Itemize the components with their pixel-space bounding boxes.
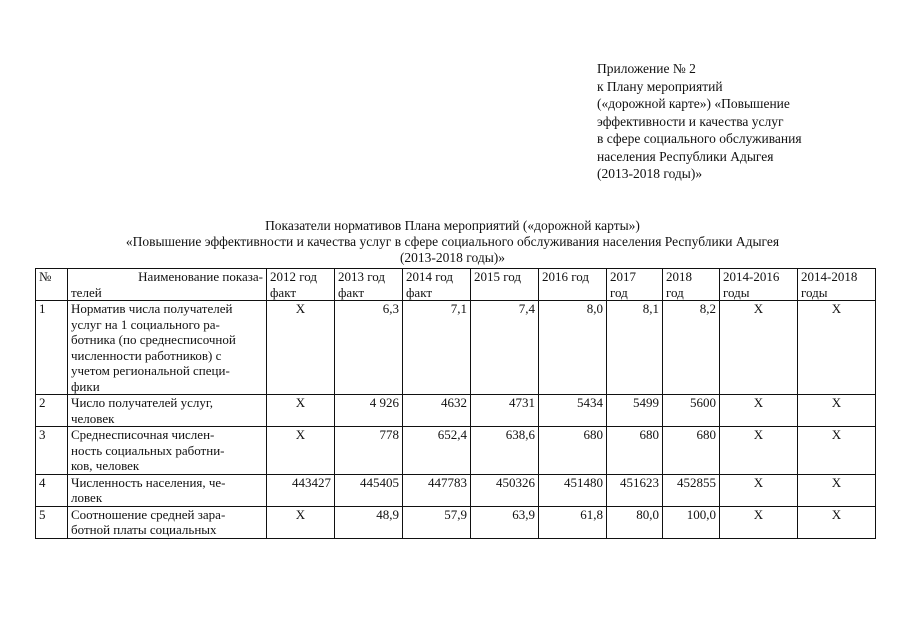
header-2012: 2012 год факт <box>267 269 335 301</box>
value-2014-2018: X <box>798 427 876 475</box>
value-2013: 4 926 <box>335 395 403 427</box>
row-number: 3 <box>36 427 68 475</box>
header-2018: 2018 год <box>663 269 720 301</box>
value-2013: 445405 <box>335 474 403 506</box>
header-2014: 2014 год факт <box>403 269 471 301</box>
value-2018: 680 <box>663 427 720 475</box>
value-2014-2016: X <box>720 301 798 395</box>
value-2016: 61,8 <box>539 506 607 538</box>
row-number: 2 <box>36 395 68 427</box>
table-row <box>36 395 876 427</box>
value-2015: 7,4 <box>471 301 539 395</box>
table-row <box>36 506 876 538</box>
appendix-line: («дорожной карте») «Повышение <box>597 96 790 111</box>
indicator-name: Норматив числа получателей услуг на 1 социального ра- ботника (по среднесписочной численности работников) с учетом региональной специ- фики <box>68 301 267 395</box>
appendix-line: к Плану мероприятий <box>597 78 723 94</box>
value-2014: 57,9 <box>403 506 471 538</box>
indicator-name: Соотношение средней зара- ботной платы социальных <box>68 506 267 538</box>
header-2016: 2016 год <box>539 269 607 301</box>
header-2015: 2015 год <box>471 269 539 301</box>
value-2018: 100,0 <box>663 506 720 538</box>
appendix-line: Приложение № 2 <box>597 61 696 76</box>
value-2012: X <box>267 506 335 538</box>
table-row <box>36 427 876 475</box>
value-2017: 451623 <box>607 474 663 506</box>
value-2014: 7,1 <box>403 301 471 395</box>
value-2012: X <box>267 301 335 395</box>
title-line-2: «Повышение эффективности и качества услуг в сфере социального обслуживания населения Республики Адыгея <box>125 234 780 249</box>
value-2016: 8,0 <box>539 301 607 395</box>
value-2017: 8,1 <box>607 301 663 395</box>
value-2016: 451480 <box>539 474 607 506</box>
value-2017: 80,0 <box>607 506 663 538</box>
row-number: 1 <box>36 301 68 395</box>
header-name: Наименование показа- телей <box>68 269 267 301</box>
table-row <box>36 301 876 395</box>
row-number: 4 <box>36 474 68 506</box>
value-2018: 8,2 <box>663 301 720 395</box>
value-2018: 452855 <box>663 474 720 506</box>
header-2013: 2013 год факт <box>335 269 403 301</box>
header-2017: 2017 год <box>607 269 663 301</box>
header-no: № <box>36 269 68 301</box>
value-2014-2018: X <box>798 506 876 538</box>
header-2014-2018: 2014-2018 годы <box>798 269 876 301</box>
value-2017: 5499 <box>607 395 663 427</box>
indicators-table <box>35 268 876 539</box>
value-2015: 63,9 <box>471 506 539 538</box>
value-2013: 6,3 <box>335 301 403 395</box>
table-row <box>36 474 876 506</box>
value-2014: 447783 <box>403 474 471 506</box>
appendix-line: эффективности и качества услуг <box>597 113 784 129</box>
value-2015: 4731 <box>471 395 539 427</box>
appendix-line: в сфере социального обслуживания <box>597 131 802 146</box>
indicator-name: Число получателей услуг, человек <box>68 395 267 427</box>
value-2016: 5434 <box>539 395 607 427</box>
appendix-line: населения Республики Адыгея <box>597 148 774 164</box>
indicator-name: Среднесписочная числен- ность социальных работни- ков, человек <box>68 427 267 475</box>
value-2015: 638,6 <box>471 427 539 475</box>
document-title <box>30 218 875 266</box>
value-2014: 652,4 <box>403 427 471 475</box>
value-2014-2016: X <box>720 395 798 427</box>
value-2014-2018: X <box>798 474 876 506</box>
value-2015: 450326 <box>471 474 539 506</box>
value-2014-2016: X <box>720 506 798 538</box>
title-line-1: Показатели нормативов Плана мероприятий («дорожной карты») <box>265 218 640 233</box>
header-2014-2016: 2014-2016 годы <box>720 269 798 301</box>
value-2012: 443427 <box>267 474 335 506</box>
value-2013: 778 <box>335 427 403 475</box>
indicator-name: Численность населения, че- ловек <box>68 474 267 506</box>
table-body <box>36 269 876 539</box>
appendix-line: (2013-2018 годы)» <box>597 166 703 181</box>
value-2012: X <box>267 395 335 427</box>
value-2014: 4632 <box>403 395 471 427</box>
value-2016: 680 <box>539 427 607 475</box>
value-2014-2016: X <box>720 427 798 475</box>
table-header-row <box>36 269 876 301</box>
row-number: 5 <box>36 506 68 538</box>
appendix-block <box>597 60 887 183</box>
value-2014-2018: X <box>798 395 876 427</box>
value-2014-2016: X <box>720 474 798 506</box>
value-2018: 5600 <box>663 395 720 427</box>
title-line-3: (2013-2018 годы)» <box>399 250 506 265</box>
value-2014-2018: X <box>798 301 876 395</box>
value-2012: X <box>267 427 335 475</box>
value-2017: 680 <box>607 427 663 475</box>
value-2013: 48,9 <box>335 506 403 538</box>
